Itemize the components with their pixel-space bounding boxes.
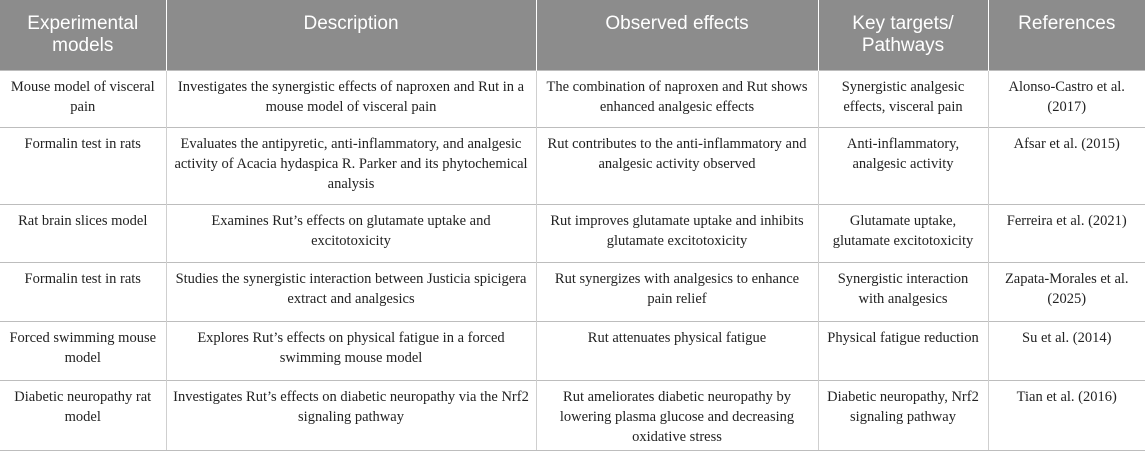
- cell-reference: Zapata-Morales et al. (2025): [988, 263, 1145, 322]
- cell-reference: Alonso-Castro et al. (2017): [988, 71, 1145, 128]
- cell-reference: Afsar et al. (2015): [988, 128, 1145, 205]
- table-row: [0, 71, 1145, 128]
- cell-description: Explores Rut’s effects on physical fatigue in a forced swimming mouse model: [166, 322, 536, 381]
- cell-description: Investigates the synergistic effects of naproxen and Rut in a mouse model of visceral pain: [166, 71, 536, 128]
- cell-description: Investigates Rut’s effects on diabetic neuropathy via the Nrf2 signaling pathway: [166, 381, 536, 451]
- cell-targets: Synergistic analgesic effects, visceral pain: [818, 71, 988, 128]
- cell-reference: Ferreira et al. (2021): [988, 205, 1145, 263]
- table-row: [0, 205, 1145, 263]
- cell-description: Evaluates the antipyretic, anti-inflammatory, and analgesic activity of Acacia hydaspica R. Parker and its phytochemical analysis: [166, 128, 536, 205]
- cell-effects: Rut ameliorates diabetic neuropathy by lowering plasma glucose and decreasing oxidative stress: [536, 381, 818, 451]
- cell-targets: Anti-inflammatory, analgesic activity: [818, 128, 988, 205]
- header-key-targets: Key targets/ Pathways: [818, 0, 988, 71]
- table-row: [0, 263, 1145, 322]
- table-row: [0, 381, 1145, 451]
- cell-effects: Rut contributes to the anti-inflammatory and analgesic activity observed: [536, 128, 818, 205]
- cell-targets: Diabetic neuropathy, Nrf2 signaling pathway: [818, 381, 988, 451]
- header-description: Description: [166, 0, 536, 71]
- cell-effects: Rut attenuates physical fatigue: [536, 322, 818, 381]
- cell-model: Rat brain slices model: [0, 205, 166, 263]
- cell-effects: The combination of naproxen and Rut shows enhanced analgesic effects: [536, 71, 818, 128]
- cell-description: Studies the synergistic interaction between Justicia spicigera extract and analgesics: [166, 263, 536, 322]
- cell-effects: Rut improves glutamate uptake and inhibits glutamate excitotoxicity: [536, 205, 818, 263]
- cell-model: Diabetic neuropathy rat model: [0, 381, 166, 451]
- header-observed-effects: Observed effects: [536, 0, 818, 71]
- cell-targets: Synergistic interaction with analgesics: [818, 263, 988, 322]
- cell-reference: Su et al. (2014): [988, 322, 1145, 381]
- header-row: [0, 0, 1145, 71]
- cell-targets: Physical fatigue reduction: [818, 322, 988, 381]
- table-row: [0, 128, 1145, 205]
- header-references: References: [988, 0, 1145, 71]
- cell-description: Examines Rut’s effects on glutamate uptake and excitotoxicity: [166, 205, 536, 263]
- cell-effects: Rut synergizes with analgesics to enhance pain relief: [536, 263, 818, 322]
- cell-model: Mouse model of visceral pain: [0, 71, 166, 128]
- table-row: [0, 322, 1145, 381]
- cell-targets: Glutamate uptake, glutamate excitotoxicity: [818, 205, 988, 263]
- cell-model: Formalin test in rats: [0, 263, 166, 322]
- cell-reference: Tian et al. (2016): [988, 381, 1145, 451]
- table-body: [0, 71, 1145, 451]
- cell-model: Forced swimming mouse model: [0, 322, 166, 381]
- table-header: [0, 0, 1145, 71]
- header-experimental-models: Experimental models: [0, 0, 166, 71]
- cell-model: Formalin test in rats: [0, 128, 166, 205]
